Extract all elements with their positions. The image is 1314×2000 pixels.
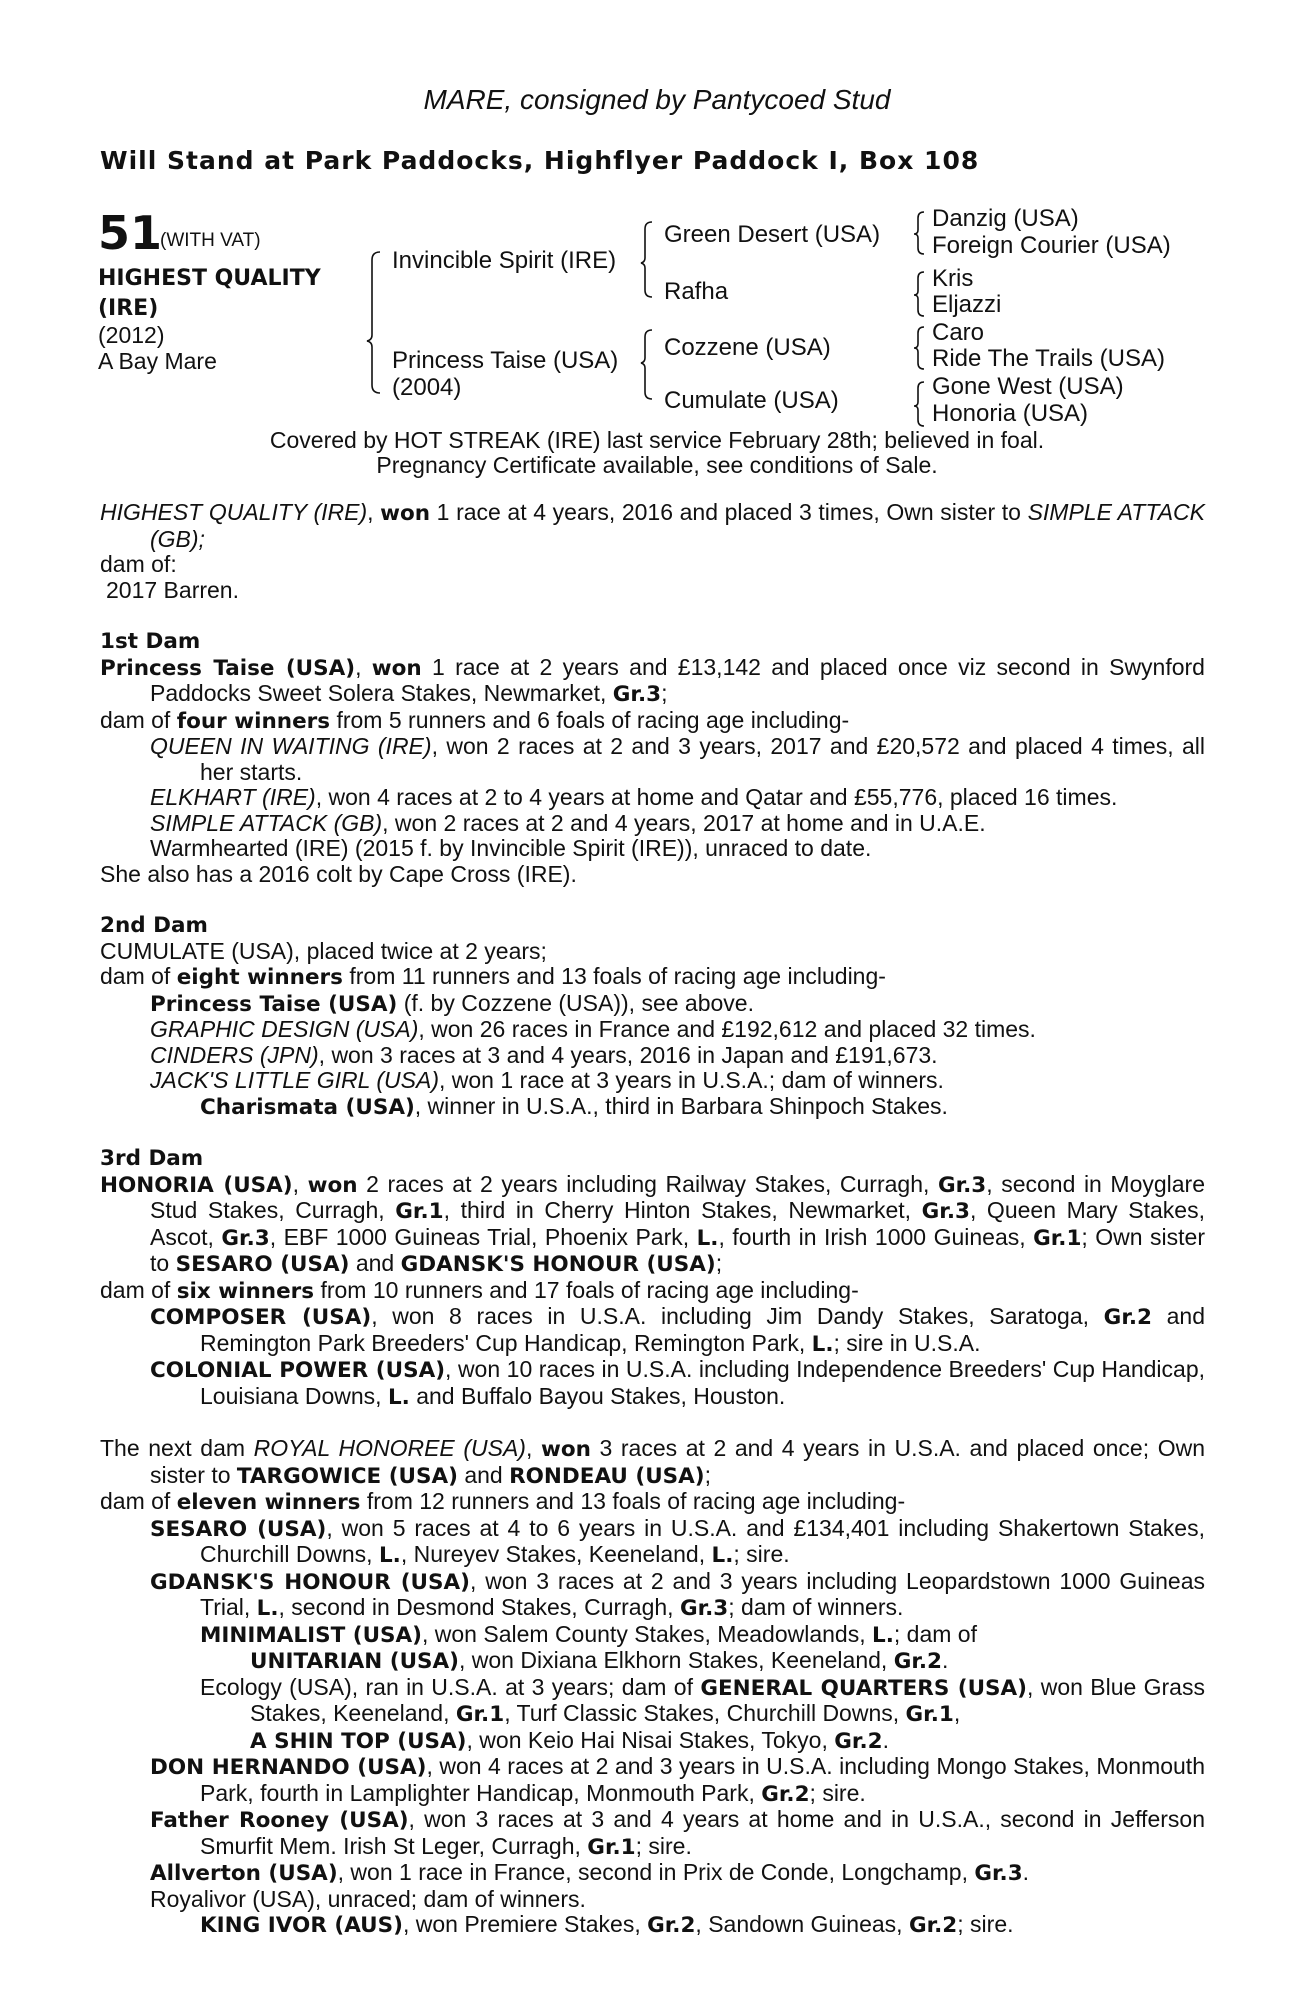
dam4-produce-4b xyxy=(100,1728,1205,1755)
dam3-p2-t1: , won 10 races in U.S.A. including Independence Breeders' Cup Handicap, Louisiana Downs, xyxy=(200,1356,1205,1409)
dam4-produce-9 xyxy=(100,1912,1205,1939)
dam4-p4-t4: , xyxy=(953,1700,961,1726)
dam1-winners: four winners xyxy=(176,708,331,734)
pedigree-g4: Eljazzi xyxy=(932,291,1002,318)
dam3-t3: , third in Cherry Hinton Stakes, Newmarket, xyxy=(443,1197,922,1223)
bracket-g4 xyxy=(914,382,924,426)
dam2-produce-3-text: , won 3 races at 3 and 4 years, 2016 in Japan and £191,673. xyxy=(318,1041,938,1068)
pedigree-g3: Kris xyxy=(932,265,974,292)
dam4-p6-gr: Gr.1 xyxy=(587,1834,636,1860)
dam4-p3b-gr: Gr.2 xyxy=(893,1649,943,1674)
dam4-produce-7 xyxy=(100,1860,1205,1887)
dam4-p1-t2: , Nureyev Stakes, Keeneland, xyxy=(400,1541,712,1567)
dam1-comma: , xyxy=(355,653,372,680)
pedigree-g2: Foreign Courier (USA) xyxy=(932,232,1171,259)
pedigree-sire-sire: Green Desert (USA) xyxy=(664,221,881,248)
horse-name xyxy=(98,264,321,324)
dam4-p2-t1: , won 3 races at 2 and 3 years including Leopardstown 1000 Guineas Trial, xyxy=(200,1567,1205,1620)
vat-note: (WITH VAT) xyxy=(160,230,261,251)
dam1-damof-1: dam of xyxy=(100,706,177,733)
dam2-heading: 2nd Dam xyxy=(100,913,208,938)
dam2-produce-1 xyxy=(100,991,1205,1018)
dam3-p1-t1: , won 8 races in U.S.A. including Jim Dandy Stakes, Saratoga, xyxy=(371,1303,1104,1329)
dam1-produce-3 xyxy=(100,811,1205,837)
dam3-damof-1: dam of xyxy=(100,1276,177,1303)
dam4-damof-2: from 12 runners and 13 foals of racing age including- xyxy=(360,1488,906,1514)
dam4-produce-1 xyxy=(100,1516,1205,1569)
dam4-p1-l1: L. xyxy=(378,1543,401,1568)
horse-description: A Bay Mare xyxy=(98,348,217,374)
pedigree-g7: Gone West (USA) xyxy=(932,373,1124,400)
bracket-g3 xyxy=(914,327,924,369)
dam2-damof-1: dam of xyxy=(100,963,177,989)
dam4-produce-3 xyxy=(100,1622,1205,1649)
dam1-record xyxy=(100,655,1205,708)
intro-produce: 2017 Barren. xyxy=(106,576,239,603)
dam4-winners: eleven winners xyxy=(176,1490,361,1515)
intro-name: HIGHEST QUALITY (IRE) xyxy=(100,499,368,525)
dam2-produce-5 xyxy=(100,1094,1205,1121)
location-line: Will Stand at Park Paddocks, Highflyer Paddock I, Box 108 xyxy=(100,146,980,175)
dam4-p1-l2: L. xyxy=(711,1543,734,1568)
dam3-p2-l: L. xyxy=(387,1384,410,1410)
dam4-p2-t2: , second in Desmond Stakes, Curragh, xyxy=(278,1594,680,1620)
dam4-p9-t2: , Sandown Guineas, xyxy=(695,1911,909,1937)
dam2-damof-2: from 11 runners and 13 foals of racing age including- xyxy=(342,963,886,989)
dam4-t4: and xyxy=(457,1461,510,1488)
dam4-p2-t3: ; dam of winners. xyxy=(728,1594,904,1620)
bracket-g2 xyxy=(914,272,924,316)
dam4-p4-name: GENERAL QUARTERS (USA) xyxy=(700,1675,1028,1701)
dam4-p3-name: MINIMALIST (USA) xyxy=(200,1622,422,1648)
dam4-p4b-gr: Gr.2 xyxy=(834,1728,883,1754)
dam3-t4: , Queen Mary Stakes, Ascot, xyxy=(150,1197,1205,1250)
dam4-won: won xyxy=(540,1437,591,1462)
dam4-produce-6 xyxy=(100,1807,1205,1860)
dam4-p4-gr1: Gr.1 xyxy=(455,1702,505,1727)
dam4-p7-t2: . xyxy=(1022,1859,1030,1885)
dam1-produce-1 xyxy=(100,734,1205,785)
dam3-produce-1-name: COMPOSER (USA) xyxy=(150,1305,372,1330)
dam3-gr1b: Gr.1 xyxy=(1033,1225,1082,1251)
dam2-produce-1-text: (f. by Cozzene (USA)), see above. xyxy=(397,989,754,1016)
dam1-won: won xyxy=(371,655,422,681)
dam4-p3b-t2: . xyxy=(942,1647,949,1673)
pedigree-dam: Princess Taise (USA) xyxy=(392,347,619,374)
pregnancy-line: Pregnancy Certificate available, see conditions of Sale. xyxy=(376,452,938,478)
dam4-p9-gr1: Gr.2 xyxy=(647,1913,696,1938)
intro-won: won xyxy=(380,501,431,526)
dam2-produce-4 xyxy=(100,1068,1205,1094)
dam1-produce-1-name: QUEEN IN WAITING (IRE) xyxy=(150,733,432,759)
dam3-t7: ; Own sister to xyxy=(150,1223,1205,1276)
dam3-t9: ; xyxy=(715,1250,723,1276)
dam1-produce-2-name: ELKHART (IRE) xyxy=(150,784,316,810)
dam4-p3-l: L. xyxy=(872,1622,894,1648)
intro-damof: dam of: xyxy=(100,551,177,577)
horse-name-line2: (IRE) xyxy=(98,296,159,321)
dam2-produce-1-name: Princess Taise (USA) xyxy=(150,991,398,1017)
dam1-produce-1-text: , won 2 races at 2 and 3 years, 2017 and £20,572 and placed 4 times, all her starts. xyxy=(200,733,1205,785)
dam4-p4-t3: , Turf Classic Stakes, Churchill Downs, xyxy=(504,1700,906,1726)
consignment-title: MARE, consigned by Pantycoed Stud xyxy=(423,84,891,115)
dam1-produce-3-name: SIMPLE ATTACK (GB) xyxy=(150,809,383,836)
dam3-t1: 2 races at 2 years including Railway Stakes, Curragh, xyxy=(357,1170,938,1197)
pedigree-g1: Danzig (USA) xyxy=(932,205,1079,232)
dam4-record xyxy=(100,1436,1205,1489)
dam4-produce-3b xyxy=(100,1648,1205,1675)
bracket-g1 xyxy=(914,212,924,254)
dam4-t1: The next dam xyxy=(100,1435,254,1461)
dam2-produce-2 xyxy=(100,1017,1205,1043)
dam3-gr3c: Gr.3 xyxy=(221,1225,270,1251)
dam4-p7-t1: , won 1 race in France, second in Prix de Conde, Longchamp, xyxy=(337,1859,975,1885)
dam1-produce-4: Warmhearted (IRE) (2015 f. by Invincible Spirit (IRE)), unraced to date. xyxy=(150,835,872,861)
dam1-damof-2: from 5 runners and 6 foals of racing age including- xyxy=(330,706,850,733)
dam4-p2-l: L. xyxy=(256,1596,279,1621)
pedigree-dam-dam: Cumulate (USA) xyxy=(664,387,839,414)
intro-text: 1 race at 4 years, 2016 and placed 3 times, Own sister to xyxy=(430,499,1028,525)
horse-meta xyxy=(98,322,217,374)
intro-sister: SIMPLE ATTACK (GB); xyxy=(150,499,1205,552)
dam2-damof xyxy=(100,964,1205,991)
dam3-record: HONORIA (USA), won 2 races at 2 years including Railway Stakes, Curragh, Gr.3, second in Moyglare Stud Stakes, Curragh, Gr.1, third in Cherry Hinton Stakes, Newmarket, Gr.3, Queen Mary Stakes, Ascot, Gr.3, EBF 1000 Guineas Trial, Phoenix Park, L., fourth in Irish 1000 Guineas, Gr.1; Own sister to SESARO (USA) and GDANSK'S HONOUR (USA); xyxy=(100,1170,1206,1277)
bracket-sire xyxy=(641,222,652,297)
dam1-produce-2-text: , won 4 races at 2 to 4 years at home and Qatar and £55,776, placed 16 times. xyxy=(315,784,1118,810)
dam4-p5-t1: , won 4 races at 2 and 3 years in U.S.A. including Mongo Stakes, Monmouth Park, fourth in Lamplighter Handicap, Monmouth Park, xyxy=(200,1753,1205,1806)
dam4-p5-gr: Gr.2 xyxy=(761,1781,810,1807)
dam2-produce-5-name: Charismata (USA) xyxy=(200,1094,415,1120)
dam4-p3b-t1: , won Dixiana Elkhorn Stakes, Keeneland, xyxy=(459,1647,894,1673)
dam4-p4-t1: Ecology (USA), ran in U.S.A. at 3 years; dam of xyxy=(200,1673,701,1700)
dam2-produce-4-text: , won 1 race at 3 years in U.S.A.; dam of winners. xyxy=(438,1067,944,1093)
dam4-p9-gr2: Gr.2 xyxy=(908,1913,958,1938)
dam1-name: Princess Taise (USA) xyxy=(100,655,356,681)
dam4-p5-t2: ; sire. xyxy=(809,1779,866,1806)
dam4-p6-name: Father Rooney (USA) xyxy=(150,1808,409,1833)
dam3-name: HONORIA (USA) xyxy=(100,1172,293,1198)
dam3-p1-l: L. xyxy=(811,1331,834,1357)
dam4-name: ROYAL HONOREE (USA) xyxy=(253,1435,526,1461)
dam4-p3b-name: UNITARIAN (USA) xyxy=(250,1649,459,1674)
horse-year: (2012) xyxy=(98,322,165,348)
dam3-gr3b: Gr.3 xyxy=(921,1199,970,1224)
dam2-produce-5-text: , winner in U.S.A., third in Barbara Shinpoch Stakes. xyxy=(414,1092,948,1119)
dam3-damof xyxy=(100,1278,1205,1305)
dam2-produce-3 xyxy=(100,1043,1205,1069)
dam1-also: She also has a 2016 colt by Cape Cross (IRE). xyxy=(100,860,577,887)
dam4-sister-2: RONDEAU (USA) xyxy=(509,1463,705,1489)
dam3-produce-2 xyxy=(100,1357,1205,1410)
pedigree-sire: Invincible Spirit (IRE) xyxy=(392,247,617,274)
dam4-p1-t1: , won 5 races at 4 to 6 years in U.S.A. and £134,401 including Shakertown Stakes, Churchill Downs, xyxy=(200,1514,1205,1567)
dam2-produce-4-name: JACK'S LITTLE GIRL (USA) xyxy=(150,1067,439,1093)
dam4-p1-t3: ; sire. xyxy=(733,1541,790,1567)
dam4-produce-2 xyxy=(100,1569,1205,1622)
dam3-won: won xyxy=(307,1172,358,1198)
dam4-p4b-t2: . xyxy=(882,1726,889,1753)
dam3-sister-1: SESARO (USA) xyxy=(175,1252,350,1277)
dam4-p5-name: DON HERNANDO (USA) xyxy=(150,1755,427,1780)
dam3-l1: L. xyxy=(696,1225,719,1251)
dam3-damof-2: from 10 runners and 17 foals of racing age including- xyxy=(314,1276,859,1303)
dam3-p1-t2: and Remington Park Breeders' Cup Handicap, Remington Park, xyxy=(200,1303,1205,1356)
dam4-p4-gr2: Gr.1 xyxy=(905,1702,954,1727)
dam1-text2: ; xyxy=(661,680,668,706)
dam1-grade: Gr.3 xyxy=(612,682,662,707)
dam3-sister-2: GDANSK'S HONOUR (USA) xyxy=(400,1252,716,1277)
dam3-gr1a: Gr.1 xyxy=(395,1199,444,1224)
dam1-text1: 1 race at 2 years and £13,142 and placed once viz second in Swynford Paddocks Sweet Solera Stakes, Newmarket, xyxy=(150,653,1205,706)
bracket-dam xyxy=(641,330,652,399)
bracket-main xyxy=(367,252,380,393)
dam2-produce-2-name: GRAPHIC DESIGN (USA) xyxy=(150,1016,419,1042)
pedigree-g5: Caro xyxy=(932,319,985,346)
dam4-produce-4 xyxy=(100,1675,1205,1728)
dam4-damof-1: dam of xyxy=(100,1488,177,1514)
dam3-t6: , fourth in Irish 1000 Guineas, xyxy=(718,1223,1034,1250)
pedigree-g6: Ride The Trails (USA) xyxy=(932,345,1165,372)
dam4-damof xyxy=(100,1489,1205,1516)
dam3-p2-t2: and Buffalo Bayou Stakes, Houston. xyxy=(409,1382,786,1409)
dam1-produce-3-text: , won 2 races at 2 and 4 years, 2017 at home and in U.A.E. xyxy=(382,809,986,836)
dam4-p9-t1: , won Premiere Stakes, xyxy=(402,1911,648,1937)
dam4-t5: ; xyxy=(704,1461,711,1488)
dam3-produce-1 xyxy=(100,1304,1205,1357)
dam3-heading: 3rd Dam xyxy=(100,1146,204,1171)
dam4-sister-1: TARGOWICE (USA) xyxy=(236,1463,458,1489)
dam2-winners: eight winners xyxy=(176,965,343,990)
dam4-p6-t2: ; sire. xyxy=(635,1832,692,1859)
dam4-p7-gr: Gr.3 xyxy=(974,1861,1023,1886)
dam4-p3-t1: , won Salem County Stakes, Meadowlands, xyxy=(422,1620,873,1647)
horse-name-line1: HIGHEST QUALITY xyxy=(98,266,321,291)
covered-line: Covered by HOT STREAK (IRE) last service February 28th; believed in foal. xyxy=(269,427,1045,453)
dam2-produce-2-text: , won 26 races in France and £192,612 and placed 32 times. xyxy=(418,1016,1036,1042)
dam4-p7-name: Allverton (USA) xyxy=(150,1861,338,1886)
dam1-damof xyxy=(100,708,1205,735)
dam4-p4b-name: A SHIN TOP (USA) xyxy=(250,1728,467,1754)
dam4-t3: 3 races at 2 and 4 years in U.S.A. and placed once; Own sister to xyxy=(150,1435,1205,1488)
pedigree-dam-sire: Cozzene (USA) xyxy=(664,334,831,361)
dam3-t5: , EBF 1000 Guineas Trial, Phoenix Park, xyxy=(269,1223,697,1250)
pedigree-g8: Honoria (USA) xyxy=(932,400,1089,427)
dam2-produce-3-name: CINDERS (JPN) xyxy=(150,1041,319,1068)
dam4-p9-t3: ; sire. xyxy=(957,1911,1014,1937)
dam4-p2-gr: Gr.3 xyxy=(679,1596,729,1621)
dam4-produce-8: Royalivor (USA), unraced; dam of winners. xyxy=(150,1885,586,1912)
catalogue-body xyxy=(100,500,1205,1939)
dam4-p4-t2: , won Blue Grass Stakes, Keeneland, xyxy=(250,1673,1205,1726)
dam3-gr3a: Gr.3 xyxy=(937,1172,987,1198)
dam3-winners: six winners xyxy=(176,1278,315,1304)
dam4-p1-name: SESARO (USA) xyxy=(150,1516,327,1542)
dam4-produce-5 xyxy=(100,1754,1205,1807)
dam3-t8: and xyxy=(349,1250,401,1276)
dam3-p1-t3: ; sire in U.S.A. xyxy=(833,1329,981,1356)
lot-number: 51 xyxy=(98,206,163,260)
pedigree-dam-year: (2004) xyxy=(392,374,462,401)
pedigree-sire-dam: Rafha xyxy=(664,278,729,305)
dam3-produce-2-name: COLONIAL POWER (USA) xyxy=(150,1358,446,1383)
dam4-p3-t2: ; dam of xyxy=(893,1620,977,1647)
dam2-record: CUMULATE (USA), placed twice at 2 years; xyxy=(100,937,547,964)
intro-paragraph: HIGHEST QUALITY (IRE), won 1 race at 4 years, 2016 and placed 3 times, Own sister to SIMPLE ATTACK (GB); xyxy=(100,499,1205,552)
dam4-p2-name: GDANSK'S HONOUR (USA) xyxy=(150,1569,470,1595)
dam4-p6-t1: , won 3 races at 3 and 4 years at home and in U.S.A., second in Jefferson Smurfit Mem. Irish St Leger, Curragh, xyxy=(200,1806,1205,1859)
dam1-produce-2 xyxy=(100,785,1205,811)
dam3-p1-gr: Gr.2 xyxy=(1103,1305,1152,1330)
dam4-p4b-t1: , won Keio Hai Nisai Stakes, Tokyo, xyxy=(466,1726,835,1753)
dam4-p9-name: KING IVOR (AUS) xyxy=(200,1913,403,1938)
dam1-heading: 1st Dam xyxy=(100,629,201,654)
dam4-t2: , xyxy=(525,1435,541,1461)
dam3-t2: , second in Moyglare Stud Stakes, Curragh, xyxy=(150,1170,1206,1223)
